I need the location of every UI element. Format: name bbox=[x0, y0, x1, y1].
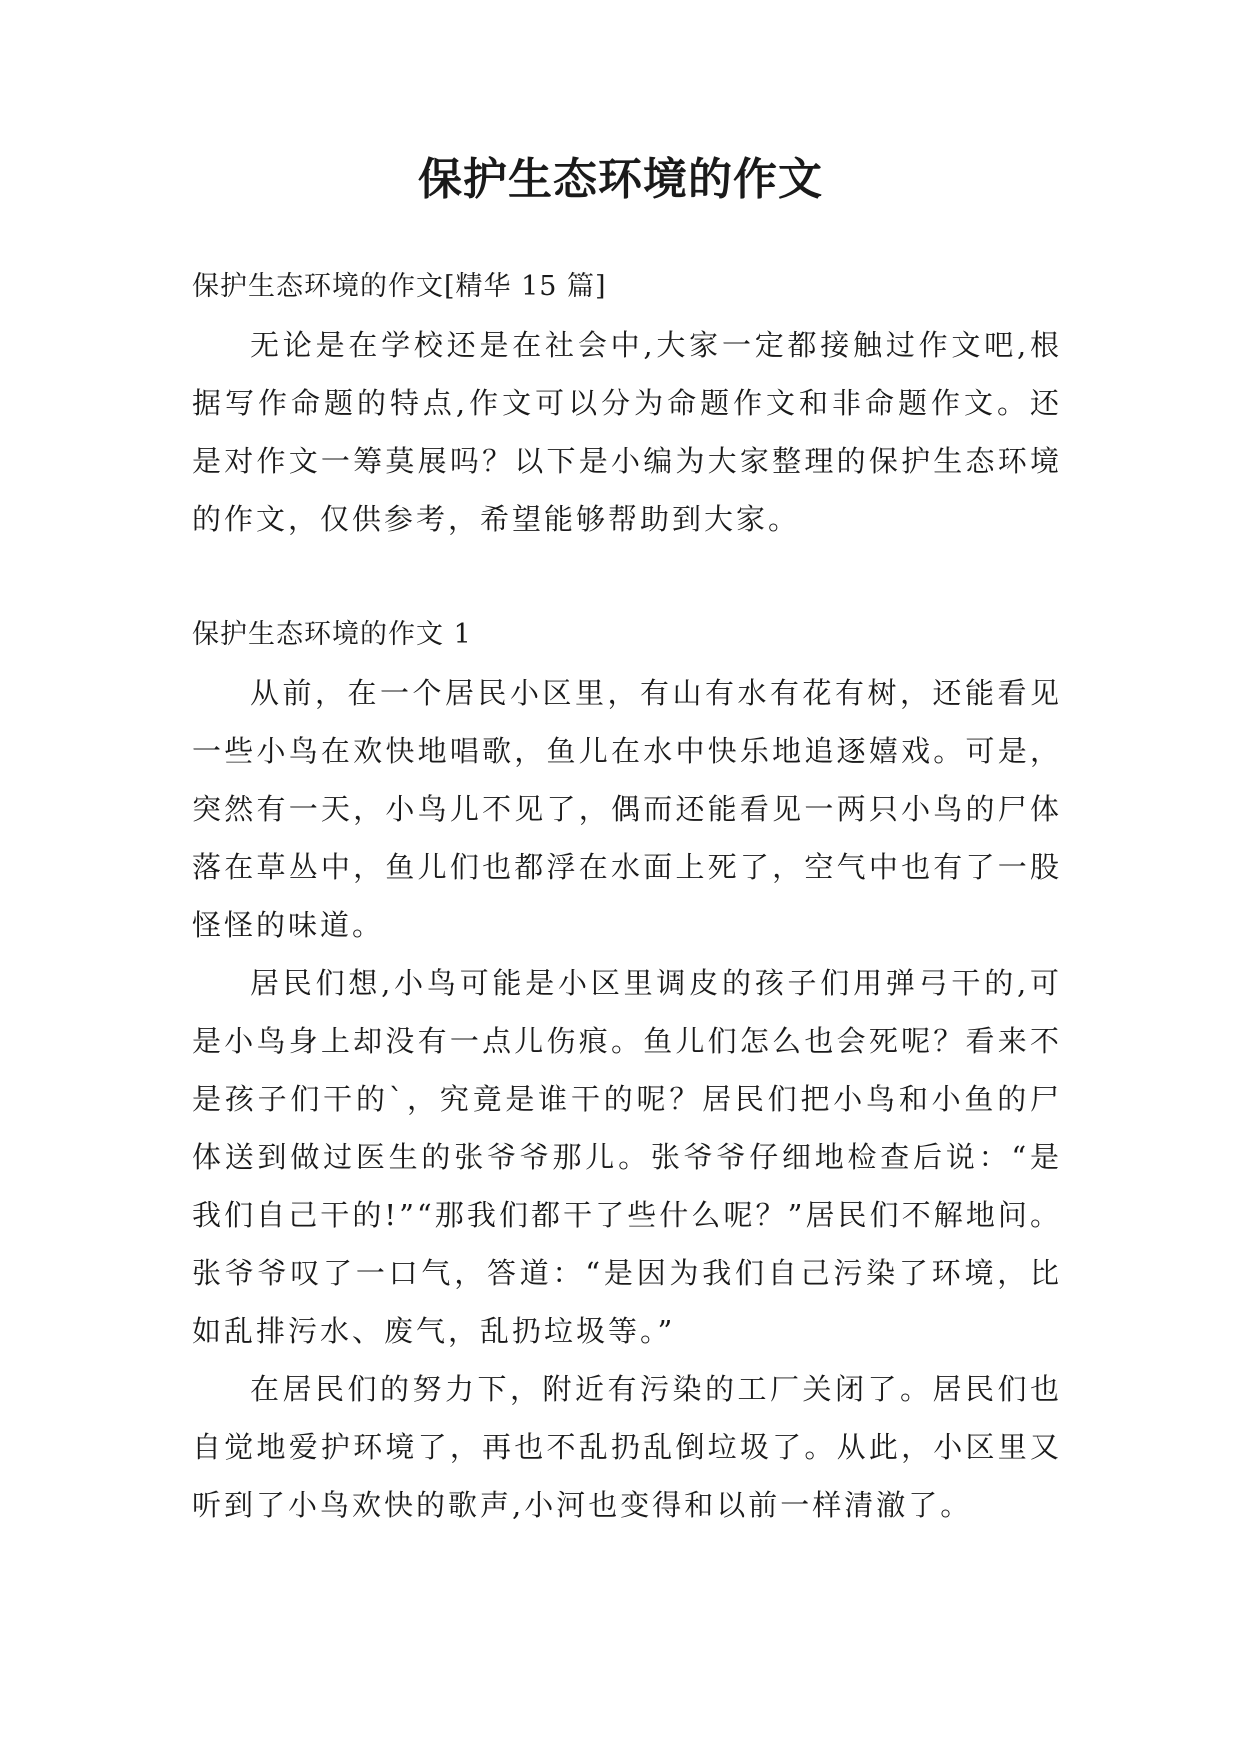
document-subtitle: 保护生态环境的作文[精华 15 篇] bbox=[192, 271, 607, 302]
intro-paragraph: 无论是在学校还是在社会中,大家一定都接触过作文吧,根据写作命题的特点,作文可以分为命题作文和非命题作文。还是对作文一筹莫展吗？以下是小编为大家整理的保护生态环境的作文，仅供参考，希望能够帮助到大家。 bbox=[192, 328, 1062, 536]
body-paragraph: 在居民们的努力下，附近有污染的工厂关闭了。居民们也自觉地爱护环境了，再也不乱扔乱倒垃圾了。从此，小区里又听到了小鸟欢快的歌声,小河也变得和以前一样清澈了。 bbox=[192, 1372, 1062, 1522]
document-title: 保护生态环境的作文 bbox=[418, 154, 823, 205]
document-body bbox=[192, 258, 1062, 1534]
body-paragraph: 从前，在一个居民小区里，有山有水有花有树，还能看见一些小鸟在欢快地唱歌，鱼儿在水中快乐地追逐嬉戏。可是，突然有一天，小鸟儿不见了，偶而还能看见一两只小鸟的尸体落在草丛中，鱼儿们也都浮在水面上死了，空气中也有了一股怪怪的味道。 bbox=[192, 676, 1062, 942]
section-heading: 保护生态环境的作文 1 bbox=[192, 619, 472, 650]
body-paragraph: 居民们想,小鸟可能是小区里调皮的孩子们用弹弓干的,可是小鸟身上却没有一点儿伤痕。鱼儿们怎么也会死呢？看来不是孩子们干的`，究竟是谁干的呢？居民们把小鸟和小鱼的尸体送到做过医生的张爷爷那儿。张爷爷仔细地检查后说：“是我们自己干的!”“那我们都干了些什么呢？”居民们不解地问。张爷爷叹了一口气，答道：“是因为我们自己污染了环境，比如乱排污水、废气，乱扔垃圾等。” bbox=[192, 966, 1062, 1348]
